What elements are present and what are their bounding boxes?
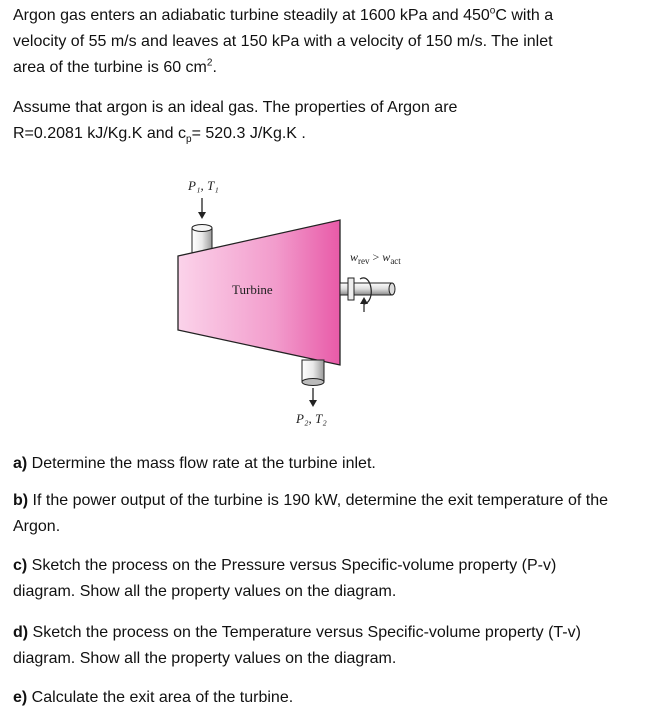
- inlet-arrow: [198, 198, 206, 219]
- question-a-text: Determine the mass flow rate at the turbine inlet.: [27, 455, 376, 472]
- assumption-statement: [13, 95, 613, 147]
- work-act-sub: act: [390, 256, 401, 266]
- question-c-label: c): [13, 557, 28, 574]
- problem-statement: [13, 3, 613, 81]
- assumption-line-1: Assume that argon is an ideal gas. The properties of Argon are: [13, 99, 458, 116]
- output-shaft: [340, 278, 395, 300]
- exit-arrow: [309, 388, 317, 407]
- question-b-text: If the power output of the turbine is 190 kW, determine the exit temperature of the Argon.: [13, 492, 608, 535]
- question-b-label: b): [13, 492, 29, 509]
- work-act-w: w: [382, 250, 391, 264]
- assumption-line-2a: R=0.2081 kJ/Kg.K and c: [13, 125, 186, 142]
- problem-line-3b: .: [212, 59, 217, 76]
- question-a-label: a): [13, 455, 28, 472]
- problem-line-3: area of the turbine is 60 cm: [13, 59, 207, 76]
- work-rev-w: w: [350, 250, 359, 264]
- question-c: [13, 553, 613, 605]
- problem-line-1: Argon gas enters an adiabatic turbine steadily at 1600 kPa and 450: [13, 7, 490, 24]
- exit-pipe: [302, 360, 324, 386]
- question-e: [13, 685, 613, 711]
- question-d: [13, 620, 613, 672]
- question-c-text: Sketch the process on the Pressure versus Specific-volume property (P-v) diagram. Show all the property values on the diagram.: [13, 557, 557, 600]
- question-a: [13, 451, 613, 477]
- problem-line-1b: C with a: [495, 7, 554, 24]
- question-e-text: Calculate the exit area of the turbine.: [27, 689, 294, 706]
- question-d-label: d): [13, 624, 29, 641]
- work-op: >: [369, 250, 383, 264]
- question-e-label: e): [13, 689, 28, 706]
- problem-line-2: velocity of 55 m/s and leaves at 150 kPa with a velocity of 150 m/s. The inlet: [13, 33, 553, 50]
- question-b: [13, 488, 613, 540]
- cp-subscript: p: [186, 134, 192, 146]
- question-d-text: Sketch the process on the Temperature versus Specific-volume property (T-v) diagram. Show all the property values on the diagram.: [13, 624, 581, 667]
- squared-symbol: 2: [206, 57, 213, 69]
- degree-symbol: o: [489, 5, 496, 17]
- assumption-line-2b: = 520.3 J/Kg.K .: [191, 125, 306, 142]
- turbine-label: Turbine: [232, 282, 273, 297]
- inlet-label: P₁, T₁: [188, 178, 219, 193]
- work-rev-sub: rev: [358, 256, 370, 266]
- turbine-diagram: [150, 170, 450, 440]
- exit-label: P₂, T₂: [296, 411, 327, 426]
- work-label: [350, 250, 401, 266]
